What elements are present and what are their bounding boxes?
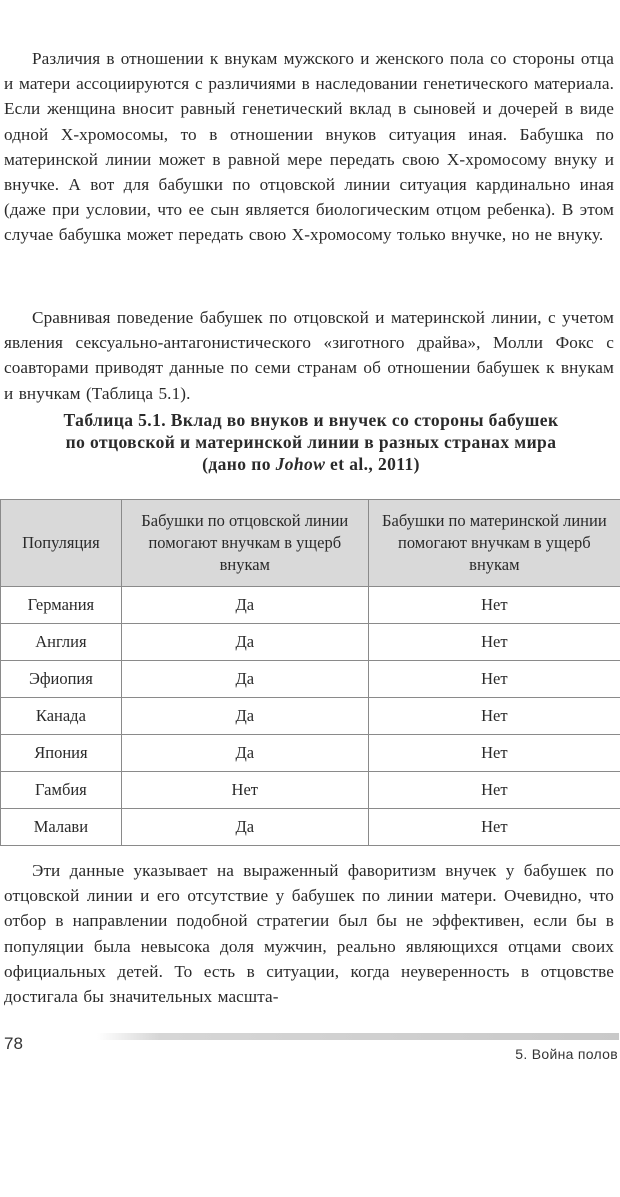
paragraph-conclusion: Эти данные указывает на выраженный фаворитизм внучек у бабушек по отцовской линии и его отсутствие у бабушек по линии матери. Очевидно, что отбор в направлении подобной стратегии был бы не эффективен, если бы в популяции была невысока доля мужчин, реально являющихся отцами своих официальных детей. То есть в ситуации, когда неуверенность в отцовстве достигала бы значительных масшта- xyxy=(4,861,614,1007)
cell-country: Эфиопия xyxy=(1,661,122,698)
cell-maternal: Нет xyxy=(368,772,620,809)
cell-maternal: Нет xyxy=(368,698,620,735)
table-row xyxy=(1,624,620,661)
cell-maternal: Нет xyxy=(368,661,620,698)
cell-country: Германия xyxy=(1,587,122,624)
table-row xyxy=(1,735,620,772)
header-paternal: Бабушки по отцовской линии помогают внучкам в ущерб внукам xyxy=(121,500,368,587)
footer-rule xyxy=(97,1033,619,1040)
page-number: 78 xyxy=(4,1034,23,1053)
cell-paternal: Да xyxy=(121,735,368,772)
cell-country: Англия xyxy=(1,624,122,661)
table-row xyxy=(1,772,620,809)
cell-maternal: Нет xyxy=(368,587,620,624)
cell-paternal: Нет xyxy=(121,772,368,809)
cell-paternal: Да xyxy=(121,661,368,698)
caption-source-author: Johow xyxy=(275,454,326,474)
table-row xyxy=(1,587,620,624)
caption-source-suffix: et al., 2011) xyxy=(325,454,420,474)
table-caption-line-1: Таблица 5.1. Вклад во внуков и внучек со стороны бабушек xyxy=(63,410,559,430)
table-row xyxy=(1,661,620,698)
running-head: 5. Война полов xyxy=(515,1046,618,1062)
table-header-row xyxy=(1,500,620,587)
cell-maternal: Нет xyxy=(368,809,620,846)
table-caption xyxy=(4,409,618,475)
paragraph-comparison: Сравнивая поведение бабушек по отцовской и материнской линии, с учетом явления сексуально-антагонистического «зиготного драйва», Молли Фокс с соавторами приводят данные по семи странам об отношении бабушек к внукам и внучкам (Таблица 5.1). xyxy=(4,308,614,403)
table-row xyxy=(1,698,620,735)
header-maternal: Бабушки по материнской линии помогают внучкам в ущерб внукам xyxy=(368,500,620,587)
grandmother-table xyxy=(0,499,620,846)
cell-maternal: Нет xyxy=(368,735,620,772)
cell-country: Канада xyxy=(1,698,122,735)
cell-country: Япония xyxy=(1,735,122,772)
cell-paternal: Да xyxy=(121,624,368,661)
paragraph-inheritance: Различия в отношении к внукам мужского и женского пола со стороны отца и матери ассоциируются с различиями в наследовании генетического материала. Если женщина вносит равный генетический вклад в сыновей и дочерей в виде одной X-хромосомы, то в отношении внуков ситуация иная. Бабушка по материнской линии может в равной мере передать свою X-хромосому внуку и внучке. А вот для бабушки по отцовской линии ситуация кардинально иная (даже при условии, что ее сын является биологическим отцом ребенка). В этом случае бабушка может передать свою X-хромосому только внучке, но не внуку. xyxy=(4,49,614,245)
cell-paternal: Да xyxy=(121,587,368,624)
header-population: Популяция xyxy=(1,500,122,587)
table-row xyxy=(1,809,620,846)
cell-paternal: Да xyxy=(121,698,368,735)
caption-source-prefix: (дано по xyxy=(202,454,276,474)
cell-country: Малави xyxy=(1,809,122,846)
cell-maternal: Нет xyxy=(368,624,620,661)
cell-country: Гамбия xyxy=(1,772,122,809)
cell-paternal: Да xyxy=(121,809,368,846)
table-caption-line-2: по отцовской и материнской линии в разных странах мира xyxy=(65,432,557,452)
table-caption-line-3 xyxy=(4,453,618,475)
